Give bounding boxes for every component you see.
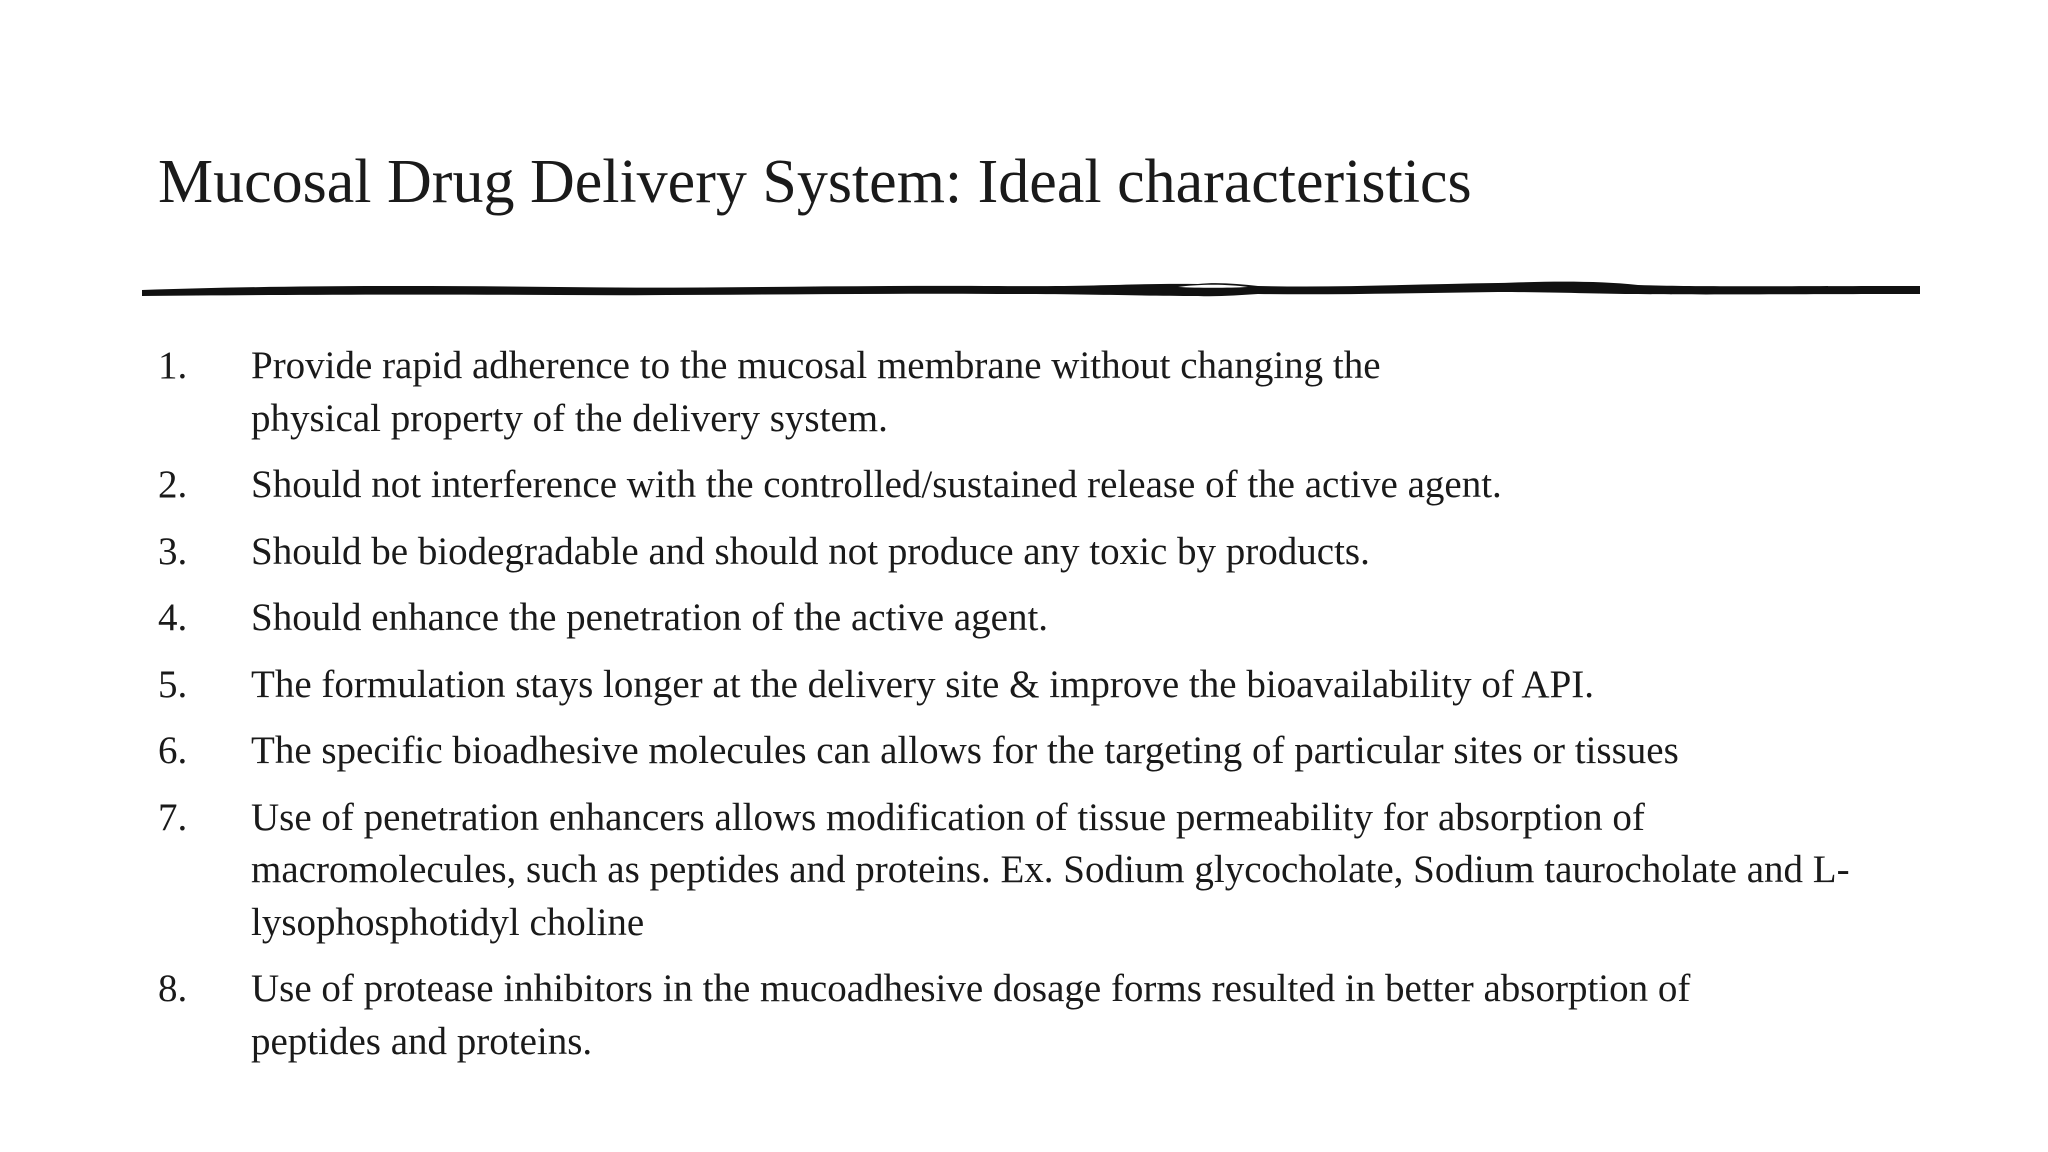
list-item [158, 340, 1858, 445]
list-item-text: The formulation stays longer at the delivery site & improve the bioavailability of API. [251, 662, 1595, 706]
list-item-number: 1. [158, 344, 188, 387]
list-item [158, 659, 1858, 712]
list-item [158, 725, 1858, 778]
characteristics-list [158, 340, 1858, 1082]
list-item-text: The specific bioadhesive molecules can allows for the targeting of particular sites or tissues [251, 729, 1679, 772]
list-item [158, 792, 1858, 950]
brush-divider [138, 272, 1924, 312]
list-item [158, 592, 1858, 645]
list-item-number: 7. [158, 795, 188, 839]
list-item-number: 2. [158, 463, 188, 506]
list-item [158, 526, 1858, 579]
list-item-text: Provide rapid adherence to the mucosal membrane without changing the physical property of the delivery system. [251, 344, 1381, 440]
list-item-number: 4. [158, 596, 188, 639]
slide-title: Mucosal Drug Delivery System: Ideal characteristics [158, 148, 1472, 216]
list-item-text: Use of protease inhibitors in the mucoadhesive dosage forms resulted in better absorption of peptides and proteins. [251, 967, 1691, 1063]
list-item-text: Should not interference with the controlled/sustained release of the active agent. [251, 463, 1502, 506]
list-item-number: 6. [158, 729, 188, 772]
list-item-number: 3. [158, 529, 188, 573]
list-item-text: Use of penetration enhancers allows modification of tissue permeability for absorption of macromolecules, such as peptides and proteins. Ex. Sodium glycocholate, Sodium taurocholate and L- lysophosphotidyl choline [251, 795, 1850, 944]
list-item [158, 963, 1858, 1068]
brush-stroke [142, 282, 1920, 297]
list-item-number: 8. [158, 967, 188, 1010]
list-item-text: Should be biodegradable and should not produce any toxic by products. [251, 529, 1370, 573]
list-item-text: Should enhance the penetration of the active agent. [251, 596, 1049, 639]
list-item-number: 5. [158, 662, 188, 706]
list-item [158, 459, 1858, 512]
